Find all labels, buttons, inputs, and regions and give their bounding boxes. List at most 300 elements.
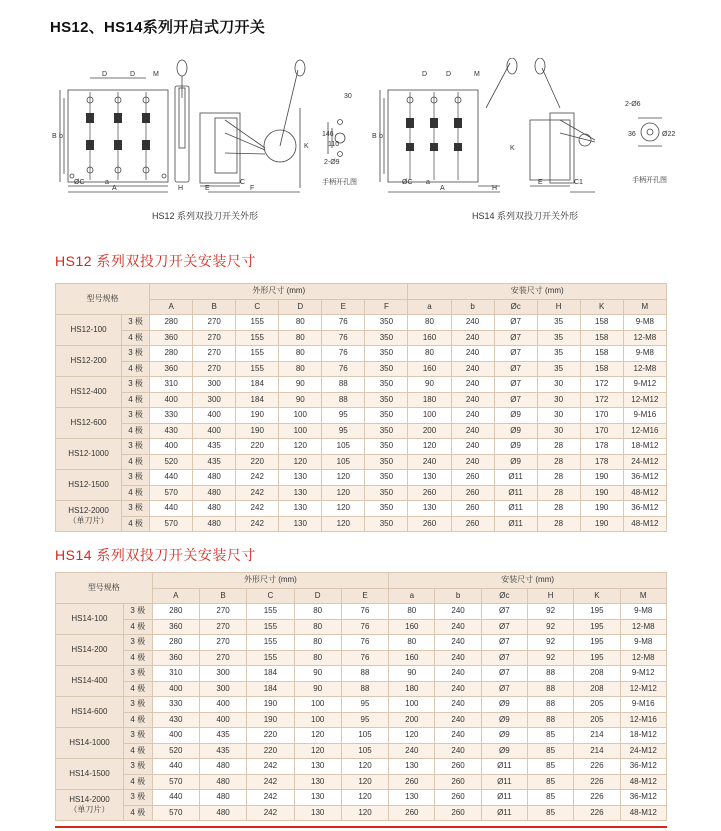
value-cell: 480 xyxy=(199,774,246,790)
table-row xyxy=(56,774,667,790)
model-cell xyxy=(56,759,124,790)
value-cell: Ø11 xyxy=(494,485,537,501)
hs12-spec-table xyxy=(55,283,667,532)
table-row xyxy=(56,377,667,393)
value-cell: 242 xyxy=(236,470,279,486)
value-cell: 130 xyxy=(408,470,451,486)
value-cell: Ø9 xyxy=(494,439,537,455)
value-cell: 280 xyxy=(150,346,193,362)
value-cell: 480 xyxy=(199,759,246,775)
value-cell: 240 xyxy=(435,619,481,635)
value-cell: 240 xyxy=(451,423,494,439)
value-cell: 190 xyxy=(236,423,279,439)
table-row xyxy=(56,408,667,424)
value-cell: 35 xyxy=(537,330,580,346)
value-cell: 242 xyxy=(247,774,294,790)
table-row xyxy=(56,439,667,455)
value-cell: 120 xyxy=(294,743,341,759)
value-cell: 260 xyxy=(451,516,494,532)
value-cell: 270 xyxy=(193,315,236,331)
column-header: a xyxy=(389,588,435,604)
column-header: a xyxy=(408,299,451,315)
value-cell: 184 xyxy=(236,377,279,393)
value-cell: Ø11 xyxy=(494,470,537,486)
value-cell: 270 xyxy=(193,346,236,362)
column-header: F xyxy=(365,299,408,315)
svg-text:2-Ø6: 2-Ø6 xyxy=(625,101,641,108)
value-cell: 90 xyxy=(408,377,451,393)
column-header: B xyxy=(193,299,236,315)
value-cell: 242 xyxy=(247,759,294,775)
value-cell: 170 xyxy=(580,408,623,424)
column-header: Øc xyxy=(481,588,527,604)
svg-text:b: b xyxy=(59,133,63,140)
value-cell: 208 xyxy=(574,666,620,682)
value-cell: Ø9 xyxy=(481,743,527,759)
column-header: M xyxy=(620,588,666,604)
svg-text:H: H xyxy=(492,185,498,192)
svg-text:D: D xyxy=(102,71,108,78)
value-cell: 80 xyxy=(294,604,341,620)
value-cell: 350 xyxy=(365,408,408,424)
value-cell: 120 xyxy=(341,774,388,790)
table-row xyxy=(56,712,667,728)
value-cell: 280 xyxy=(152,635,199,651)
value-cell: 120 xyxy=(322,485,365,501)
value-cell: 430 xyxy=(152,712,199,728)
table-row xyxy=(56,790,667,806)
value-cell: Ø7 xyxy=(494,361,537,377)
value-cell: 226 xyxy=(574,774,620,790)
value-cell: 240 xyxy=(408,454,451,470)
svg-text:A: A xyxy=(112,185,117,192)
value-cell: Ø7 xyxy=(494,392,537,408)
value-cell: 88 xyxy=(527,712,573,728)
value-cell: 100 xyxy=(279,408,322,424)
value-cell: Ø9 xyxy=(494,408,537,424)
value-cell: 480 xyxy=(193,485,236,501)
value-cell: 155 xyxy=(236,315,279,331)
value-cell: 12-M12 xyxy=(620,681,666,697)
value-cell: 130 xyxy=(294,805,341,821)
value-cell: 30 xyxy=(537,392,580,408)
value-cell: 12-M8 xyxy=(623,330,666,346)
value-cell: 80 xyxy=(279,361,322,377)
value-cell: 240 xyxy=(435,728,481,744)
value-cell: Ø7 xyxy=(481,635,527,651)
svg-text:146: 146 xyxy=(322,131,334,138)
value-cell: 35 xyxy=(537,346,580,362)
value-cell: 36-M12 xyxy=(620,790,666,806)
value-cell: Ø9 xyxy=(494,454,537,470)
value-cell: 130 xyxy=(294,790,341,806)
value-cell: Ø7 xyxy=(481,666,527,682)
value-cell: 95 xyxy=(322,423,365,439)
value-cell: 28 xyxy=(537,501,580,517)
hs14-table-title: HS14 系列双投刀开关安装尺寸 xyxy=(55,547,256,563)
value-cell: 155 xyxy=(247,650,294,666)
model-header: 型号规格 xyxy=(56,284,150,315)
value-cell: 85 xyxy=(527,728,573,744)
model-cell xyxy=(56,697,124,728)
value-cell: 30 xyxy=(537,377,580,393)
value-cell: 76 xyxy=(341,604,388,620)
table-row xyxy=(56,454,667,470)
value-cell: 360 xyxy=(150,361,193,377)
value-cell: 158 xyxy=(580,361,623,377)
value-cell: 240 xyxy=(451,346,494,362)
value-cell: 155 xyxy=(236,346,279,362)
value-cell: 120 xyxy=(294,728,341,744)
table-row xyxy=(56,392,667,408)
value-cell: 270 xyxy=(199,635,246,651)
hs14-caption: HS14 系列双投刀开关外形 xyxy=(472,211,579,221)
value-cell: 260 xyxy=(451,501,494,517)
value-cell: 205 xyxy=(574,697,620,713)
hs12-table-body xyxy=(56,315,667,532)
column-header: A xyxy=(150,299,193,315)
value-cell: 158 xyxy=(580,315,623,331)
table-row xyxy=(56,743,667,759)
value-cell: 24-M12 xyxy=(623,454,666,470)
value-cell: 90 xyxy=(389,666,435,682)
model-cell xyxy=(56,604,124,635)
value-cell: 88 xyxy=(527,681,573,697)
value-cell: 240 xyxy=(451,315,494,331)
value-cell: 330 xyxy=(150,408,193,424)
value-cell: 120 xyxy=(322,470,365,486)
svg-text:M: M xyxy=(474,71,480,78)
value-cell: 205 xyxy=(574,712,620,728)
value-cell: 195 xyxy=(574,635,620,651)
value-cell: 260 xyxy=(435,774,481,790)
value-cell: 12-M8 xyxy=(620,619,666,635)
column-header: Øc xyxy=(494,299,537,315)
value-cell: 184 xyxy=(247,681,294,697)
table-row xyxy=(56,805,667,821)
value-cell: 160 xyxy=(389,619,435,635)
value-cell: 520 xyxy=(152,743,199,759)
value-cell: 80 xyxy=(279,315,322,331)
svg-text:ØC: ØC xyxy=(74,179,85,186)
table-row xyxy=(56,681,667,697)
value-cell: 76 xyxy=(341,650,388,666)
pole-cell: 3 极 xyxy=(122,501,150,517)
value-cell: 190 xyxy=(247,697,294,713)
value-cell: 85 xyxy=(527,774,573,790)
value-cell: 48-M12 xyxy=(623,485,666,501)
value-cell: 36-M12 xyxy=(620,759,666,775)
value-cell: Ø9 xyxy=(494,423,537,439)
value-cell: Ø9 xyxy=(481,728,527,744)
model-name: HS12-200 xyxy=(70,356,107,365)
value-cell: 130 xyxy=(294,774,341,790)
value-cell: 155 xyxy=(247,635,294,651)
value-cell: 260 xyxy=(435,759,481,775)
value-cell: 440 xyxy=(152,790,199,806)
value-cell: 240 xyxy=(435,697,481,713)
value-cell: 105 xyxy=(322,454,365,470)
model-name: HS12-600 xyxy=(70,418,107,427)
value-cell: 260 xyxy=(451,470,494,486)
model-name: HS14-1500 xyxy=(69,769,110,778)
model-name: HS14-1000 xyxy=(69,738,110,747)
model-header: 型号规格 xyxy=(56,573,153,604)
value-cell: 120 xyxy=(408,439,451,455)
value-cell: 214 xyxy=(574,743,620,759)
value-cell: 158 xyxy=(580,346,623,362)
bottom-rule xyxy=(55,826,667,828)
value-cell: 220 xyxy=(236,439,279,455)
value-cell: 35 xyxy=(537,361,580,377)
value-cell: 92 xyxy=(527,635,573,651)
model-name: （单刀片） xyxy=(69,805,110,814)
pole-cell: 3 极 xyxy=(123,604,152,620)
value-cell: Ø7 xyxy=(481,681,527,697)
column-header: E xyxy=(322,299,365,315)
model-cell xyxy=(56,346,122,377)
value-cell: 200 xyxy=(389,712,435,728)
value-cell: 85 xyxy=(527,805,573,821)
value-cell: 220 xyxy=(236,454,279,470)
column-header: K xyxy=(580,299,623,315)
value-cell: 130 xyxy=(389,790,435,806)
value-cell: Ø9 xyxy=(481,697,527,713)
value-cell: 240 xyxy=(435,743,481,759)
value-cell: 480 xyxy=(193,470,236,486)
value-cell: 85 xyxy=(527,743,573,759)
value-cell: 158 xyxy=(580,330,623,346)
value-cell: Ø7 xyxy=(494,346,537,362)
table-row xyxy=(56,501,667,517)
svg-text:b: b xyxy=(379,133,383,140)
value-cell: 9-M12 xyxy=(620,666,666,682)
table-row xyxy=(56,635,667,651)
value-cell: 100 xyxy=(294,697,341,713)
model-cell xyxy=(56,315,122,346)
value-cell: 435 xyxy=(193,454,236,470)
value-cell: Ø7 xyxy=(494,330,537,346)
value-cell: 400 xyxy=(152,728,199,744)
value-cell: 240 xyxy=(451,392,494,408)
value-cell: 240 xyxy=(389,743,435,759)
value-cell: 260 xyxy=(389,805,435,821)
value-cell: 90 xyxy=(294,681,341,697)
hs12-drawing xyxy=(50,58,370,198)
svg-text:M: M xyxy=(153,71,159,78)
value-cell: 570 xyxy=(152,805,199,821)
pole-cell: 3 极 xyxy=(123,635,152,651)
pole-cell: 3 极 xyxy=(122,408,150,424)
svg-text:ØC: ØC xyxy=(402,179,413,186)
model-cell xyxy=(56,377,122,408)
pole-cell: 3 极 xyxy=(123,728,152,744)
pole-cell: 4 极 xyxy=(123,743,152,759)
value-cell: 180 xyxy=(389,681,435,697)
value-cell: 184 xyxy=(247,666,294,682)
value-cell: 400 xyxy=(150,439,193,455)
value-cell: Ø7 xyxy=(494,315,537,331)
value-cell: Ø11 xyxy=(481,759,527,775)
pole-cell: 4 极 xyxy=(122,392,150,408)
table-row xyxy=(56,666,667,682)
svg-text:A: A xyxy=(440,185,445,192)
value-cell: 18-M12 xyxy=(620,728,666,744)
value-cell: 178 xyxy=(580,454,623,470)
svg-text:手柄开孔图: 手柄开孔图 xyxy=(322,179,357,186)
value-cell: 214 xyxy=(574,728,620,744)
pole-cell: 4 极 xyxy=(122,485,150,501)
value-cell: 100 xyxy=(294,712,341,728)
value-cell: 350 xyxy=(365,392,408,408)
hs14-outline-svg xyxy=(370,58,680,198)
model-name: HS14-400 xyxy=(71,676,108,685)
model-cell xyxy=(56,470,122,501)
pole-cell: 4 极 xyxy=(122,330,150,346)
svg-text:C1: C1 xyxy=(574,179,583,186)
value-cell: 220 xyxy=(247,728,294,744)
model-name: HS14-100 xyxy=(71,614,108,623)
value-cell: 350 xyxy=(365,516,408,532)
value-cell: 435 xyxy=(199,728,246,744)
hs12-outline-svg xyxy=(50,58,370,198)
value-cell: 400 xyxy=(152,681,199,697)
value-cell: 30 xyxy=(537,423,580,439)
pole-cell: 4 极 xyxy=(122,454,150,470)
value-cell: 570 xyxy=(152,774,199,790)
value-cell: 76 xyxy=(341,635,388,651)
value-cell: 9-M8 xyxy=(620,604,666,620)
value-cell: 130 xyxy=(389,759,435,775)
svg-text:36: 36 xyxy=(628,131,636,138)
model-cell xyxy=(56,408,122,439)
pole-cell: 4 极 xyxy=(122,516,150,532)
value-cell: 12-M12 xyxy=(623,392,666,408)
value-cell: 400 xyxy=(199,712,246,728)
value-cell: 18-M12 xyxy=(623,439,666,455)
value-cell: 195 xyxy=(574,650,620,666)
value-cell: 76 xyxy=(322,315,365,331)
svg-text:K: K xyxy=(510,145,515,152)
value-cell: 12-M8 xyxy=(623,361,666,377)
value-cell: 520 xyxy=(150,454,193,470)
value-cell: 220 xyxy=(247,743,294,759)
value-cell: 260 xyxy=(435,805,481,821)
value-cell: 9-M8 xyxy=(623,346,666,362)
model-cell xyxy=(56,501,122,532)
svg-text:a: a xyxy=(426,179,430,186)
outer-dimension-header: 外形尺寸 (mm) xyxy=(150,284,408,300)
model-cell xyxy=(56,666,124,697)
value-cell: 400 xyxy=(150,392,193,408)
table-row xyxy=(56,330,667,346)
value-cell: 130 xyxy=(279,501,322,517)
hs14-spec-table xyxy=(55,572,667,821)
model-cell xyxy=(56,439,122,470)
value-cell: 195 xyxy=(574,619,620,635)
pole-cell: 3 极 xyxy=(123,666,152,682)
value-cell: 160 xyxy=(389,650,435,666)
model-name: HS12-100 xyxy=(70,325,107,334)
value-cell: 95 xyxy=(322,408,365,424)
value-cell: 400 xyxy=(199,697,246,713)
value-cell: 270 xyxy=(193,361,236,377)
value-cell: 400 xyxy=(193,408,236,424)
value-cell: 90 xyxy=(279,377,322,393)
value-cell: 88 xyxy=(341,681,388,697)
pole-cell: 3 极 xyxy=(122,346,150,362)
install-dimension-header: 安装尺寸 (mm) xyxy=(389,573,667,589)
pole-cell: 4 极 xyxy=(122,361,150,377)
value-cell: 120 xyxy=(389,728,435,744)
svg-text:B: B xyxy=(372,133,377,140)
value-cell: 100 xyxy=(279,423,322,439)
value-cell: 90 xyxy=(279,392,322,408)
value-cell: 120 xyxy=(341,805,388,821)
value-cell: 9-M16 xyxy=(623,408,666,424)
column-header: D xyxy=(294,588,341,604)
value-cell: 350 xyxy=(365,330,408,346)
value-cell: 92 xyxy=(527,619,573,635)
value-cell: 92 xyxy=(527,650,573,666)
svg-text:E: E xyxy=(205,185,210,192)
value-cell: 570 xyxy=(150,516,193,532)
value-cell: 80 xyxy=(389,604,435,620)
value-cell: 80 xyxy=(389,635,435,651)
value-cell: 100 xyxy=(389,697,435,713)
pole-cell: 4 极 xyxy=(123,805,152,821)
column-header: b xyxy=(435,588,481,604)
value-cell: 155 xyxy=(236,330,279,346)
value-cell: 480 xyxy=(199,805,246,821)
value-cell: 240 xyxy=(435,666,481,682)
value-cell: 242 xyxy=(247,790,294,806)
value-cell: 350 xyxy=(365,485,408,501)
column-header: E xyxy=(341,588,388,604)
value-cell: Ø7 xyxy=(481,604,527,620)
value-cell: 240 xyxy=(451,439,494,455)
value-cell: 28 xyxy=(537,516,580,532)
svg-text:a: a xyxy=(105,179,109,186)
svg-text:F: F xyxy=(250,185,255,192)
value-cell: 80 xyxy=(294,635,341,651)
value-cell: 48-M12 xyxy=(620,774,666,790)
value-cell: 260 xyxy=(451,485,494,501)
value-cell: 208 xyxy=(574,681,620,697)
svg-text:K: K xyxy=(304,143,309,150)
model-name: HS12-2000 xyxy=(68,506,109,515)
value-cell: 24-M12 xyxy=(620,743,666,759)
value-cell: 330 xyxy=(152,697,199,713)
hs14-table-body xyxy=(56,604,667,821)
value-cell: 130 xyxy=(279,485,322,501)
value-cell: 80 xyxy=(294,650,341,666)
value-cell: 435 xyxy=(193,439,236,455)
column-header: A xyxy=(152,588,199,604)
pole-cell: 4 极 xyxy=(123,681,152,697)
value-cell: 80 xyxy=(408,315,451,331)
value-cell: Ø7 xyxy=(481,650,527,666)
value-cell: 90 xyxy=(294,666,341,682)
model-cell xyxy=(56,635,124,666)
value-cell: 9-M8 xyxy=(623,315,666,331)
value-cell: 85 xyxy=(527,759,573,775)
value-cell: 30 xyxy=(537,408,580,424)
value-cell: 300 xyxy=(199,666,246,682)
value-cell: 280 xyxy=(152,604,199,620)
value-cell: 350 xyxy=(365,454,408,470)
value-cell: 120 xyxy=(322,501,365,517)
